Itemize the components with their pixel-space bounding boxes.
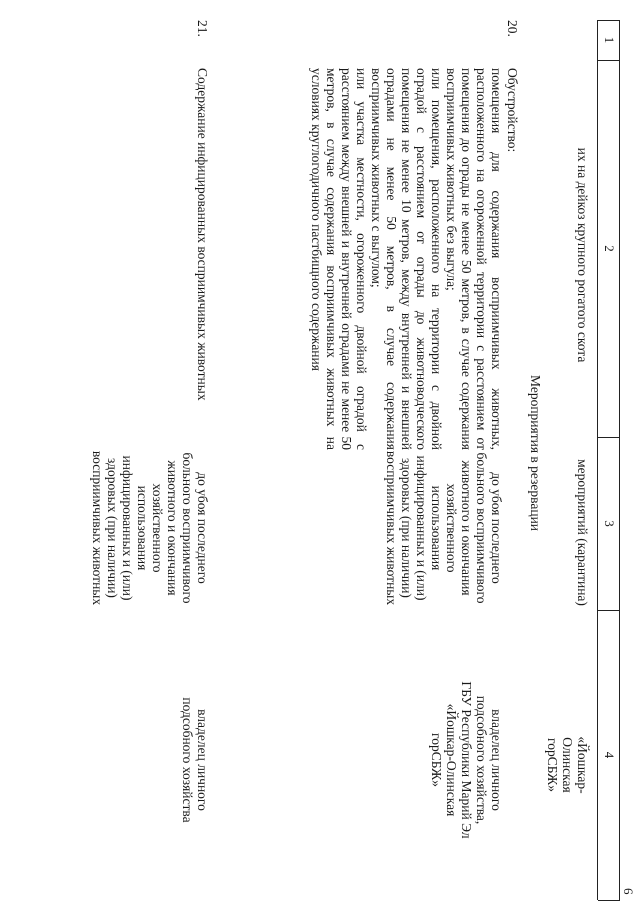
column-header-2: 2	[602, 245, 617, 252]
row-20-number: 20.	[505, 20, 520, 37]
row-21-col3-line: восприимчивых животных	[90, 450, 105, 606]
section-title: Мероприятия в резервации	[528, 375, 543, 532]
page-number: 6	[621, 888, 636, 895]
column-header-4: 4	[602, 751, 617, 759]
column-header-1: 1	[602, 36, 617, 44]
row-20-paragraph-1: помещения для содержания восприимчивых животных, расположенного на огороженной территории с расстоянием от помещения до ограды не менее 50 метров, в случае содержания восприимчивых животных без выгула;	[444, 68, 504, 450]
table-header-bottom-border	[597, 20, 598, 900]
table-header-top-border	[619, 20, 620, 900]
row-20-col3-line: здоровых (при наличии)	[399, 458, 414, 598]
row-20-col4-line: владелец личного	[489, 709, 504, 811]
row-20-col3-line: до убоя последнего	[489, 472, 504, 584]
rotated-table-frame	[20, 20, 636, 900]
row-20-col3-line: использования	[429, 485, 444, 571]
row-21-col3-line: использования	[135, 485, 150, 571]
row-20-text	[309, 68, 504, 450]
row-21-col3	[90, 428, 210, 628]
row-21-col4	[180, 660, 210, 860]
row-20-col3-line: больного восприимчивого	[474, 452, 489, 604]
row-20-title: Обустройство:	[505, 68, 520, 153]
row-21-col4-line: подсобного хозяйства	[180, 697, 195, 823]
row-21-number: 21.	[195, 20, 210, 37]
top-row-col2-text: их на дейкоз крупного рогатого скота	[575, 147, 590, 363]
row-20-col4-line: ГБУ Республики Марий Эл	[459, 681, 474, 839]
row-20-col3-line: инфицированных и (или)	[414, 455, 429, 601]
row-20-col3-line: восприимчивых животных	[384, 450, 399, 606]
row-20-col4-line: подсобного хозяйства,	[474, 695, 489, 825]
top-row-col3-text: мероприятий (карантина)	[575, 459, 590, 606]
column-header-3: 3	[602, 520, 617, 527]
row-21-col3-line: здоровых (при наличии)	[105, 458, 120, 598]
row-20-col4	[429, 660, 504, 860]
row-20-col4-line: горСБЖ»	[429, 733, 444, 787]
table-header-divider-5	[598, 900, 620, 901]
row-20-col3-line: хозяйственного	[444, 483, 459, 573]
row-20-col3-line: животного и окончания	[459, 460, 474, 596]
row-21-col3-line: хозяйственного	[150, 483, 165, 573]
row-20-col3	[384, 428, 504, 628]
row-20-paragraph-3: или участка местности, огороженного двойной оградой с расстоянием между внешней и внутренней оградами не менее 50 метров, в случае содержания восприимчивых животных на условиях круглогодичного пастбищного содержания	[309, 68, 369, 450]
row-21-col3-line: до убоя последнего	[195, 472, 210, 584]
row-20-paragraph-2: или помещения, расположенного на территории с двойной оградой с расстоянием от ограды до животноводческого помещения не менее 10 метров, между внутренней и внешней оградами не менее 50 метров, в случае содержания восприимчивых животных с выгулом;	[369, 68, 444, 450]
row-21-col3-line: инфицированных и (или)	[120, 455, 135, 601]
row-21-col4-line: владелец личного	[195, 709, 210, 811]
row-21-title: Содержание инфицированных восприимчивых животных	[195, 68, 210, 401]
top-row-col4-text: «Йошкар-Олинская горСБЖ»	[545, 736, 590, 794]
row-20-col4-line: «Йошкар-Олинская	[444, 703, 459, 817]
row-21-col3-line: больного восприимчивого	[180, 452, 195, 604]
row-21-col3-line: животного и окончания	[165, 460, 180, 596]
